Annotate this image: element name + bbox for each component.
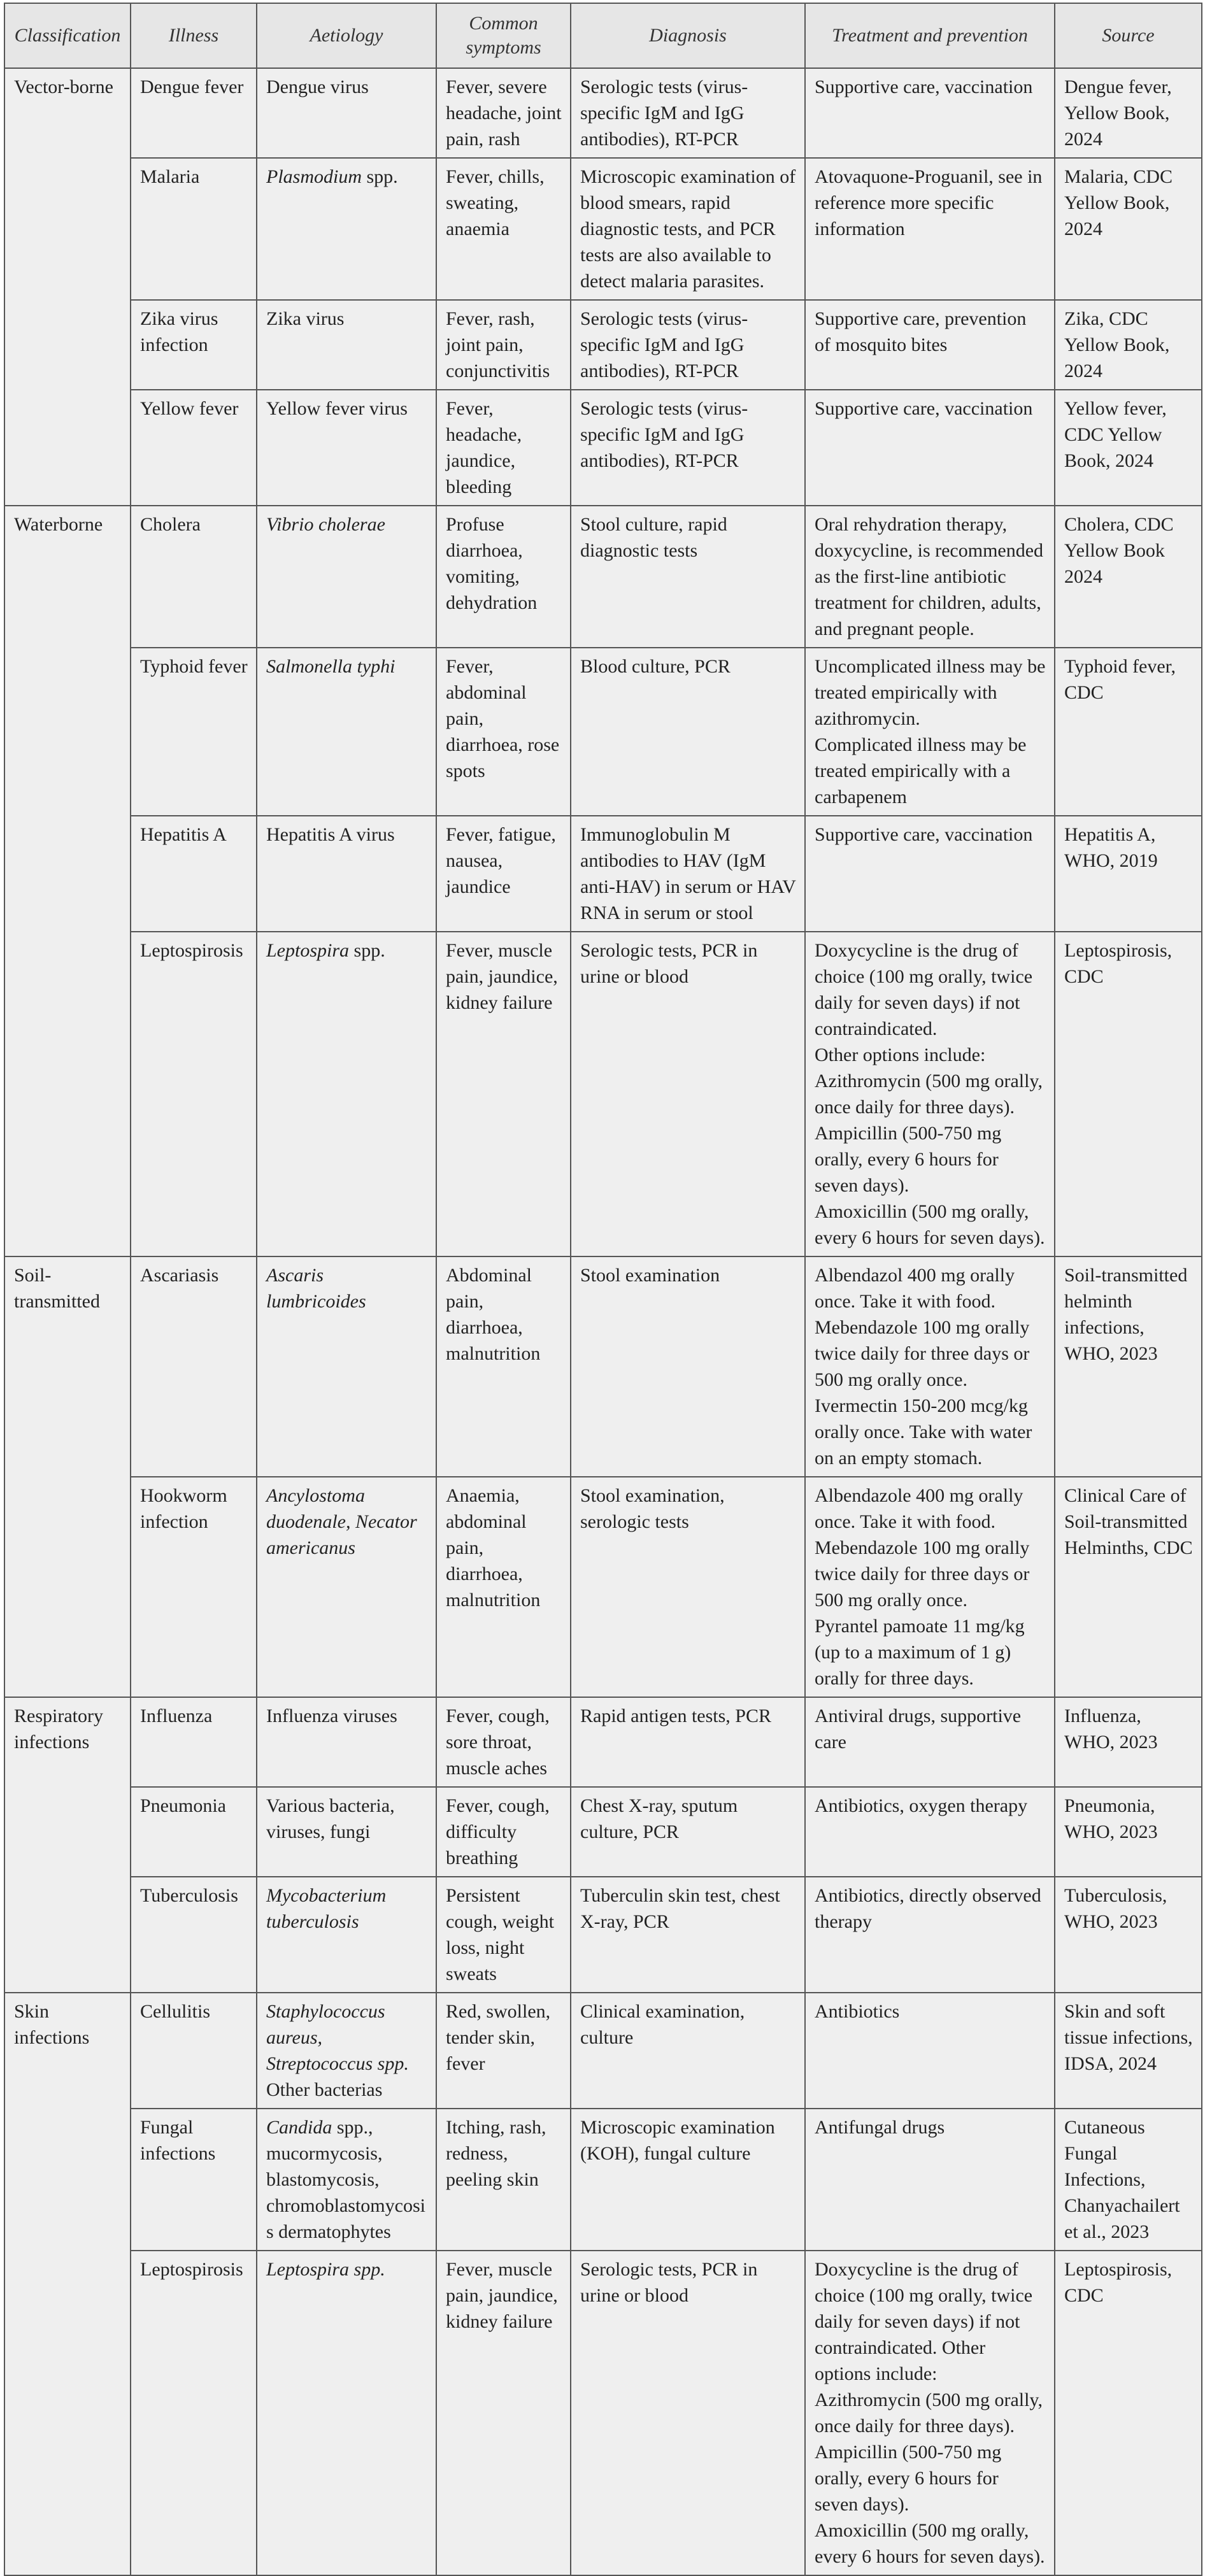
aetiology-cell	[257, 2251, 436, 2575]
treatment-line: Ampicillin (500-750 mg orally, every 6 hours for seven days).	[815, 1123, 1002, 1196]
aetiology-cell	[257, 1877, 436, 1993]
column-header-illness: Illness	[131, 3, 257, 68]
symptoms-cell: Fever, headache, jaundice, bleeding	[436, 390, 571, 506]
treatment-line: Ivermectin 150-200 mcg/kg orally once. Take with water on an empty stomach.	[815, 1395, 1032, 1469]
treatment-cell	[805, 2109, 1055, 2251]
aetiology-text: Leptospira spp.	[266, 2259, 385, 2280]
symptoms-cell: Fever, severe headache, joint pain, rash	[436, 68, 571, 158]
aetiology-text: Dengue virus	[266, 76, 369, 97]
source-cell: Leptospirosis, CDC	[1055, 2251, 1202, 2575]
treatment-line: Mebendazole 100 mg orally twice daily for three days or 500 mg orally once.	[815, 1537, 1030, 1611]
diagnosis-cell: Stool examination	[571, 1256, 805, 1477]
treatment-line: Supportive care, prevention of mosquito bites	[815, 308, 1027, 355]
table-row	[4, 1256, 1202, 1477]
diagnosis-cell: Microscopic examination (KOH), fungal culture	[571, 2109, 805, 2251]
aetiology-text: Ascaris lumbricoides	[266, 1265, 366, 1312]
source-cell: Yellow fever, CDC Yellow Book, 2024	[1055, 390, 1202, 506]
diagnosis-cell: Immunoglobulin M antibodies to HAV (IgM anti-HAV) in serum or HAV RNA in serum or stool	[571, 816, 805, 932]
source-cell: Hepatitis A, WHO, 2019	[1055, 816, 1202, 932]
column-header-classification: Classification	[4, 3, 131, 68]
table-row	[4, 390, 1202, 506]
table-row	[4, 1787, 1202, 1877]
illness-cell: Cellulitis	[131, 1993, 257, 2109]
table-row	[4, 158, 1202, 300]
aetiology-cell	[257, 68, 436, 158]
column-header-treatment-and-prevention: Treatment and prevention	[805, 3, 1055, 68]
aetiology-text: Salmonella typhi	[266, 656, 396, 677]
classification-cell: Waterborne	[4, 506, 131, 1256]
treatment-cell	[805, 816, 1055, 932]
symptoms-cell: Fever, rash, joint pain, conjunctivitis	[436, 300, 571, 390]
treatment-line: Doxycycline is the drug of choice (100 mg orally, twice daily for seven days) if not contraindicated.	[815, 940, 1033, 1039]
diagnosis-cell: Stool culture, rapid diagnostic tests	[571, 506, 805, 648]
symptoms-cell: Fever, muscle pain, jaundice, kidney failure	[436, 932, 571, 1256]
aetiology-cell	[257, 1256, 436, 1477]
aetiology-text: Other bacterias	[266, 2079, 383, 2100]
table-header	[4, 3, 1202, 68]
illness-cell: Malaria	[131, 158, 257, 300]
aetiology-text: spp.	[362, 166, 398, 187]
treatment-cell	[805, 932, 1055, 1256]
source-cell: Typhoid fever, CDC	[1055, 648, 1202, 816]
illness-cell: Influenza	[131, 1697, 257, 1787]
diagnosis-cell: Serologic tests (virus-specific IgM and IgG antibodies), RT-PCR	[571, 390, 805, 506]
source-cell: Influenza, WHO, 2023	[1055, 1697, 1202, 1787]
aetiology-cell	[257, 1787, 436, 1877]
table-row	[4, 300, 1202, 390]
symptoms-cell: Fever, abdominal pain, diarrhoea, rose spots	[436, 648, 571, 816]
treatment-line: Ampicillin (500-750 mg orally, every 6 hours for seven days).	[815, 2442, 1002, 2515]
symptoms-cell: Anaemia, abdominal pain, diarrhoea, malnutrition	[436, 1477, 571, 1697]
treatment-cell	[805, 68, 1055, 158]
source-cell: Dengue fever, Yellow Book, 2024	[1055, 68, 1202, 158]
illness-cell: Hookworm infection	[131, 1477, 257, 1697]
illness-cell: Tuberculosis	[131, 1877, 257, 1993]
aetiology-text: Hepatitis A virus	[266, 824, 395, 845]
diagnosis-cell: Chest X-ray, sputum culture, PCR	[571, 1787, 805, 1877]
treatment-cell	[805, 2251, 1055, 2575]
diagnosis-cell: Stool examination, serologic tests	[571, 1477, 805, 1697]
treatment-cell	[805, 1697, 1055, 1787]
diagnosis-cell: Serologic tests, PCR in urine or blood	[571, 2251, 805, 2575]
source-cell: Cutaneous Fungal Infections, Chanyachailert et al., 2023	[1055, 2109, 1202, 2251]
aetiology-cell	[257, 506, 436, 648]
symptoms-cell: Fever, chills, sweating, anaemia	[436, 158, 571, 300]
aetiology-text: Influenza viruses	[266, 1705, 397, 1726]
aetiology-cell	[257, 1477, 436, 1697]
aetiology-text: Plasmodium	[266, 166, 362, 187]
treatment-cell	[805, 1256, 1055, 1477]
aetiology-cell	[257, 1697, 436, 1787]
classification-cell: Skin infections	[4, 1993, 131, 2575]
treatment-line: Azithromycin (500 mg orally, once daily for three days).	[815, 2389, 1043, 2437]
aetiology-text: Staphylococcus aureus, Streptococcus spp.	[266, 2001, 409, 2074]
table-row	[4, 648, 1202, 816]
classification-cell: Soil-transmitted	[4, 1256, 131, 1697]
illness-cell: Zika virus infection	[131, 300, 257, 390]
diagnosis-cell: Rapid antigen tests, PCR	[571, 1697, 805, 1787]
aetiology-text: Zika virus	[266, 308, 345, 329]
aetiology-text: Leptospira	[266, 940, 350, 961]
aetiology-cell	[257, 390, 436, 506]
treatment-line: Antibiotics	[815, 2001, 900, 2022]
aetiology-text: Mycobacterium tuberculosis	[266, 1885, 387, 1932]
illness-cell: Hepatitis A	[131, 816, 257, 932]
treatment-line: Supportive care, vaccination	[815, 398, 1033, 419]
illness-cell: Cholera	[131, 506, 257, 648]
column-header-source: Source	[1055, 3, 1202, 68]
treatment-cell	[805, 300, 1055, 390]
symptoms-cell: Abdominal pain, diarrhoea, malnutrition	[436, 1256, 571, 1477]
table-row	[4, 1477, 1202, 1697]
treatment-cell	[805, 648, 1055, 816]
symptoms-cell: Red, swollen, tender skin, fever	[436, 1993, 571, 2109]
source-cell: Zika, CDC Yellow Book, 2024	[1055, 300, 1202, 390]
diagnosis-cell: Serologic tests, PCR in urine or blood	[571, 932, 805, 1256]
illness-cell: Ascariasis	[131, 1256, 257, 1477]
treatment-line: Antibiotics, oxygen therapy	[815, 1795, 1028, 1816]
classification-cell: Vector-borne	[4, 68, 131, 506]
symptoms-cell: Itching, rash, redness, peeling skin	[436, 2109, 571, 2251]
diagnosis-cell: Clinical examination, culture	[571, 1993, 805, 2109]
treatment-line: Mebendazole 100 mg orally twice daily for three days or 500 mg orally once.	[815, 1317, 1030, 1390]
diagnosis-cell: Serologic tests (virus-specific IgM and IgG antibodies), RT-PCR	[571, 68, 805, 158]
symptoms-cell: Fever, muscle pain, jaundice, kidney failure	[436, 2251, 571, 2575]
symptoms-cell: Fever, cough, sore throat, muscle aches	[436, 1697, 571, 1787]
column-header-common-symptoms: Common symptoms	[436, 3, 571, 68]
header-row	[4, 3, 1202, 68]
column-header-diagnosis: Diagnosis	[571, 3, 805, 68]
treatment-cell	[805, 1877, 1055, 1993]
treatment-line: Supportive care, vaccination	[815, 824, 1033, 845]
aetiology-text: Ancylostoma duodenale, Necator americanus	[266, 1485, 417, 1558]
treatment-cell	[805, 1787, 1055, 1877]
aetiology-text: Candida	[266, 2117, 332, 2138]
source-cell: Clinical Care of Soil-transmitted Helminths, CDC	[1055, 1477, 1202, 1697]
table-row	[4, 1877, 1202, 1993]
aetiology-text: Vibrio cholerae	[266, 514, 385, 535]
illness-cell: Fungal infections	[131, 2109, 257, 2251]
treatment-line: Oral rehydration therapy, doxycycline, is recommended as the first-line antibiotic treatment for children, adults, and pregnant people.	[815, 514, 1044, 639]
source-cell: Pneumonia, WHO, 2023	[1055, 1787, 1202, 1877]
treatment-cell	[805, 506, 1055, 648]
table-row	[4, 1993, 1202, 2109]
illness-cell: Leptospirosis	[131, 932, 257, 1256]
diagnosis-cell: Microscopic examination of blood smears, rapid diagnostic tests, and PCR tests are also available to detect malaria parasites.	[571, 158, 805, 300]
diagnosis-cell: Tuberculin skin test, chest X-ray, PCR	[571, 1877, 805, 1993]
aetiology-cell	[257, 158, 436, 300]
treatment-cell	[805, 158, 1055, 300]
aetiology-cell	[257, 816, 436, 932]
treatment-line: Antifungal drugs	[815, 2117, 945, 2138]
table-row	[4, 2109, 1202, 2251]
aetiology-cell	[257, 648, 436, 816]
treatment-line: Doxycycline is the drug of choice (100 mg orally, twice daily for seven days) if not contraindicated. Other options include:	[815, 2259, 1033, 2384]
aetiology-text: Various bacteria, viruses, fungi	[266, 1795, 395, 1842]
treatment-line: Other options include:	[815, 1044, 986, 1065]
column-header-aetiology: Aetiology	[257, 3, 436, 68]
treatment-cell	[805, 1477, 1055, 1697]
symptoms-cell: Fever, cough, difficulty breathing	[436, 1787, 571, 1877]
aetiology-text: spp., mucormycosis, blastomycosis, chromoblastomycosis dermatophytes	[266, 2117, 425, 2242]
aetiology-text: spp.	[349, 940, 385, 961]
symptoms-cell: Profuse diarrhoea, vomiting, dehydration	[436, 506, 571, 648]
illness-cell: Leptospirosis	[131, 2251, 257, 2575]
symptoms-cell: Persistent cough, weight loss, night sweats	[436, 1877, 571, 1993]
treatment-line: Albendazole 400 mg orally once. Take it with food.	[815, 1485, 1023, 1532]
treatment-line: Albendazol 400 mg orally once. Take it with food.	[815, 1265, 1015, 1312]
diagnosis-cell: Serologic tests (virus-specific IgM and IgG antibodies), RT-PCR	[571, 300, 805, 390]
source-cell: Tuberculosis, WHO, 2023	[1055, 1877, 1202, 1993]
aetiology-text: Yellow fever virus	[266, 398, 408, 419]
aetiology-cell	[257, 932, 436, 1256]
source-cell: Skin and soft tissue infections, IDSA, 2024	[1055, 1993, 1202, 2109]
diagnosis-cell: Blood culture, PCR	[571, 648, 805, 816]
treatment-line: Antibiotics, directly observed therapy	[815, 1885, 1041, 1932]
table-row	[4, 816, 1202, 932]
table-row	[4, 932, 1202, 1256]
aetiology-cell	[257, 1993, 436, 2109]
table-row	[4, 68, 1202, 158]
table-row	[4, 2251, 1202, 2575]
symptoms-cell: Fever, fatigue, nausea, jaundice	[436, 816, 571, 932]
illness-cell: Typhoid fever	[131, 648, 257, 816]
table-row	[4, 1697, 1202, 1787]
source-cell: Malaria, CDC Yellow Book, 2024	[1055, 158, 1202, 300]
illness-table	[4, 3, 1202, 2576]
treatment-cell	[805, 1993, 1055, 2109]
illness-cell: Pneumonia	[131, 1787, 257, 1877]
table-row	[4, 506, 1202, 648]
table-body	[4, 68, 1202, 2575]
treatment-cell	[805, 390, 1055, 506]
treatment-line: Atovaquone-Proguanil, see in reference more specific information	[815, 166, 1043, 239]
treatment-line: Antiviral drugs, supportive care	[815, 1705, 1022, 1753]
treatment-line: Uncomplicated illness may be treated empirically with azithromycin.	[815, 656, 1046, 729]
source-cell: Cholera, CDC Yellow Book 2024	[1055, 506, 1202, 648]
treatment-line: Supportive care, vaccination	[815, 76, 1033, 97]
treatment-line: Amoxicillin (500 mg orally, every 6 hours for seven days).	[815, 1201, 1045, 1248]
illness-cell: Yellow fever	[131, 390, 257, 506]
treatment-line: Pyrantel pamoate 11 mg/kg (up to a maximum of 1 g) orally for three days.	[815, 1616, 1025, 1689]
aetiology-cell	[257, 2109, 436, 2251]
source-cell: Soil-transmitted helminth infections, WHO, 2023	[1055, 1256, 1202, 1477]
treatment-line: Complicated illness may be treated empirically with a carbapenem	[815, 734, 1027, 808]
source-cell: Leptospirosis, CDC	[1055, 932, 1202, 1256]
illness-cell: Dengue fever	[131, 68, 257, 158]
treatment-line: Amoxicillin (500 mg orally, every 6 hours for seven days).	[815, 2520, 1045, 2567]
classification-cell: Respiratory infections	[4, 1697, 131, 1993]
treatment-line: Azithromycin (500 mg orally, once daily for three days).	[815, 1071, 1043, 1118]
aetiology-cell	[257, 300, 436, 390]
